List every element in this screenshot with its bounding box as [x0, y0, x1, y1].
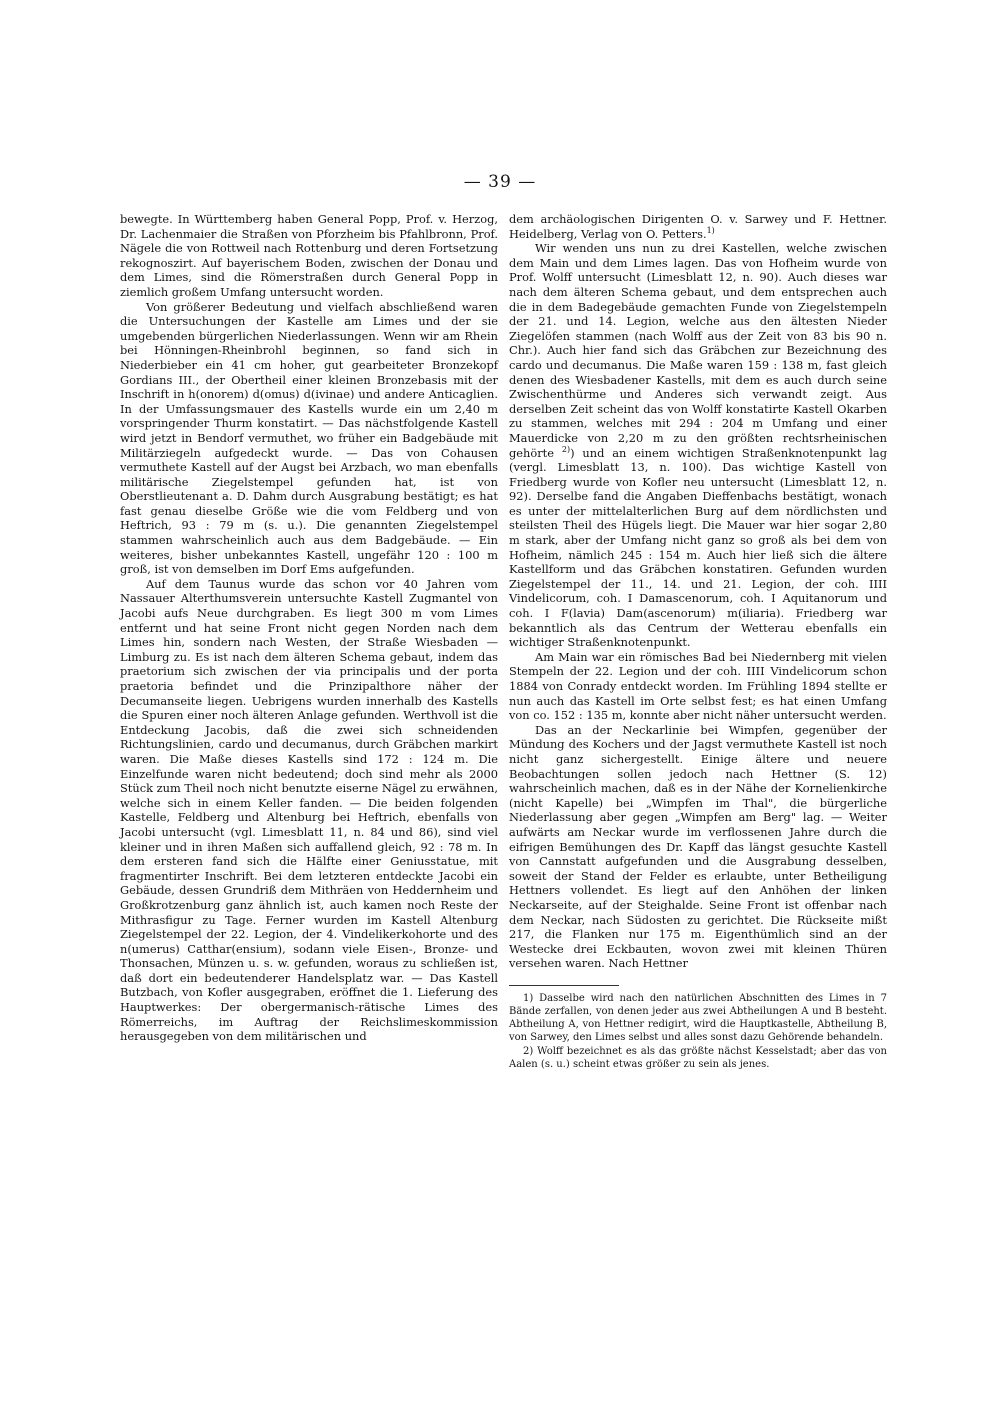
footnote-2: 2) Wolff bezeichnet es als das größte nächst Kesselstadt; aber das von Aalen (s. u.) scheint etwas größer zu sein als jenes.	[509, 1045, 887, 1070]
left-paragraph-1: bewegte. In Württemberg haben General Popp, Prof. v. Herzog, Dr. Lachenmaier die Straßen von Pforzheim bis Pfahlbronn, Prof. Nägele die von Rottweil nach Rottenburg und deren Fortsetzung rekognoszirt. Auf bayerischem Boden, zwischen der Donau und dem Limes, sind die Römerstraßen durch General Popp in ziemlich großem Umfang untersucht worden.	[120, 212, 498, 299]
footnotes	[509, 992, 887, 1071]
right-paragraph-1	[509, 212, 887, 241]
left-column	[120, 212, 498, 1044]
page-number: — 39 —	[463, 172, 537, 192]
right-paragraph-1-text: dem archäologischen Dirigenten O. v. Sarwey und F. Hettner. Heidelberg, Verlag von O. Petters.	[509, 212, 887, 241]
footnote-ref-2: 2)	[561, 444, 571, 454]
footnote-divider	[509, 985, 619, 986]
right-paragraph-3: Am Main war ein römisches Bad bei Niedernberg mit vielen Stempeln der 22. Legion und der coh. IIII Vindelicorum schon 1884 von Conrady entdeckt worden. Im Frühling 1894 stellte er nun auch das Kastell im Orte selbst fest; es hat einen Umfang von co. 152 : 135 m, konnte aber nicht näher untersucht werden.	[509, 649, 887, 723]
right-column	[509, 212, 887, 1071]
left-paragraph-2: Von größerer Bedeutung und vielfach abschließend waren die Untersuchungen der Kastelle am Limes und der sie umgebenden bürgerlichen Niederlassungen. Wenn wir am Rhein bei Hönningen-Rheinbrohl beginnen, so fand sich in Niederbieber ein 41 cm hoher, gut gearbeiteter Bronzekopf Gordians III., der Obertheil einer kleinen Bronzebasis mit der Inschrift in h(onorem) d(omus) d(ivinae) und andere Anticaglien. In der Umfassungsmauer des Kastells wurde ein um 2,40 m vorspringender Thurm konstatirt. — Das nächstfolgende Kastell wird jetzt in Bendorf vermuthet, wo früher ein Badgebäude mit Militärziegeln aufgedeckt wurde. — Das von Cohausen vermuthete Kastell auf der Augst bei Arzbach, wo man ebenfalls militärische Ziegelstempel gefunden hat, ist von Oberstlieutenant a. D. Dahm durch Ausgrabung bestätigt; es hat fast genau dieselbe Größe wie die vom Feldberg und von Heftrich, 93 : 79 m (s. u.). Die genannten Ziegelstempel stammen wahrscheinlich auch aus dem Badgebäude. — Ein weiteres, bisher unbekanntes Kastell, ungefähr 120 : 100 m groß, ist von demselben im Dorf Ems aufgefunden.	[120, 299, 498, 577]
right-paragraph-2	[509, 241, 887, 650]
right-paragraph-2-text: Wir wenden uns nun zu drei Kastellen, welche zwischen dem Main und dem Limes lagen. Das von Hofheim wurde von Prof. Wolff untersucht (Limesblatt 12, n. 90). Auch dieses war nach dem älteren Schema gebaut, und dem entsprechen auch die in dem Badegebäude gemachten Funde von Ziegelstempeln der 21. und 14. Legion, welche aus den ältesten Nieder Ziegelöfen stammen (nach Wolff aus der Zeit von 83 bis 90 n. Chr.). Auch hier fand sich das Gräbchen zur Bezeichnung des cardo und decumanus. Die Maße waren 159 : 138 m, fast gleich denen des Wiesbadener Kastells, mit dem es auch durch seine Zwischenthürme und Anderes sich verwandt zeigt. Aus derselben Zeit scheint das von Wolff konstatirte Kastell Okarben zu stammen, welches mit 294 : 204 m Umfang und einer Mauerdicke von 2,20 m zu den größten rechtsrheinischen gehörte	[509, 241, 887, 460]
footnote-1: 1) Dasselbe wird nach den natürlichen Abschnitten des Limes in 7 Bände zerfallen, von denen jeder aus zwei Abtheilungen A und B besteht. Abtheilung A, von Hettner redigirt, wird die Hauptkastelle, Abtheilung B, von Sarwey, den Limes selbst und alles sonst dazu Gehörende behandeln.	[509, 992, 887, 1044]
left-paragraph-3: Auf dem Taunus wurde das schon vor 40 Jahren vom Nassauer Alterthumsverein untersuchte Kastell Zugmantel von Jacobi aufs Neue durchgraben. Es liegt 300 m vom Limes entfernt und hat seine Front nicht gegen Norden nach dem Limes hin, sondern nach Westen, der Straße Wiesbaden — Limburg zu. Es ist nach dem älteren Schema gebaut, indem das praetorium sich zwischen der via principalis und der porta praetoria befindet und die Prinzipalthore näher der Decumanseite liegen. Uebrigens wurden innerhalb des Kastells die Spuren einer noch älteren Anlage gefunden. Werthvoll ist die Entdeckung Jacobis, daß die zwei sich schneidenden Richtungslinien, cardo und decumanus, durch Gräbchen markirt waren. Die Maße dieses Kastells sind 172 : 124 m. Die Einzelfunde waren nicht bedeutend; doch sind mehr als 2000 Stück zum Theil noch nicht benutzte eiserne Nägel zu erwähnen, welche sich in einem Keller fanden. — Die beiden folgenden Kastelle, Feldberg und Altenburg bei Heftrich, ebenfalls von Jacobi untersucht (vgl. Limesblatt 11, n. 84 und 86), sind viel kleiner und in ihren Maßen sich auffallend gleich, 92 : 78 m. In dem ersteren fand sich die Hälfte einer Geniusstatue, mit fragmentirter Inschrift. Bei dem letzteren entdeckte Jacobi ein Gebäude, dessen Grundriß dem Mithräen von Heddernheim und Großkrotzenburg ganz ähnlich ist, auch kamen noch Reste der Mithrasfigur zu Tage. Ferner wurden im Kastell Altenburg Ziegelstempel der 22. Legion, der 4. Vindelikerkohorte und des n(umerus) Catthar(ensium), sodann viele Eisen-, Bronze- und Thonsachen, Münzen u. s. w. gefunden, woraus zu schließen ist, daß dort ein bedeutenderer Handelsplatz war. — Das Kastell Butzbach, von Kofler ausgegraben, eröffnet die 1. Lieferung des Hauptwerkes: Der obergermanisch-rätische Limes des Römerreichs, im Auftrag der Reichslimeskommission herausgegeben von dem militärischen und	[120, 576, 498, 1044]
footnote-ref-1: 1)	[706, 225, 715, 235]
right-paragraph-2-continued: ) und an einem wichtigen Straßenknotenpunkt lag (vergl. Limesblatt 13, n. 100). Das wichtige Kastell von Friedberg wurde von Kofler neu untersucht (Limesblatt 12, n. 92). Derselbe fand die Angaben Dieffenbachs bestätigt, wonach es unter der mittelalterlichen Burg auf dem nördlichsten und steilsten Theil des Hügels liegt. Die Mauer war hier sogar 2,80 m stark, aber der Umfang nicht ganz so groß als bei dem von Hofheim, nämlich 245 : 154 m. Auch hier ließ sich die ältere Kastellform und das Gräbchen konstatiren. Gefunden wurden Ziegelstempel der 11., 14. und 21. Legion, der coh. IIII Vindelicorum, coh. I Damascenorum, coh. I Aquitanorum und coh. I F(lavia) Dam(ascenorum) m(iliaria). Friedberg war bekanntlich als das Centrum der Wetterau ebenfalls ein wichtiger Straßenknotenpunkt.	[509, 445, 887, 650]
right-paragraph-4: Das an der Neckarlinie bei Wimpfen, gegenüber der Mündung des Kochers und der Jagst vermuthete Kastell ist noch nicht ganz sichergestellt. Einige ältere und neuere Beobachtungen sollen jedoch nach Hettner (S. 12) wahrscheinlich machen, daß es in der Nähe der Kornelienkirche (nicht Kapelle) bei „Wimpfen im Thal", die bürgerliche Niederlassung aber gegen „Wimpfen am Berg" lag. — Weiter aufwärts am Neckar wurde im verflossenen Jahre durch die eifrigen Bemühungen des Dr. Kapff das längst gesuchte Kastell von Cannstatt aufgefunden und die Ausgrabung desselben, soweit der Stand der Felder es erlaubte, unter Betheiligung Hettners vollendet. Es liegt auf den Anhöhen der linken Neckarseite, auf der Steighalde. Seine Front ist offenbar nach dem Neckar, nach Südosten zu gerichtet. Die Rückseite mißt 217, die Flanken nur 175 m. Eigenthümlich sind an der Westecke drei Eckbauten, wovon zwei mit kleinen Thüren versehen waren. Nach Hettner	[509, 722, 887, 971]
